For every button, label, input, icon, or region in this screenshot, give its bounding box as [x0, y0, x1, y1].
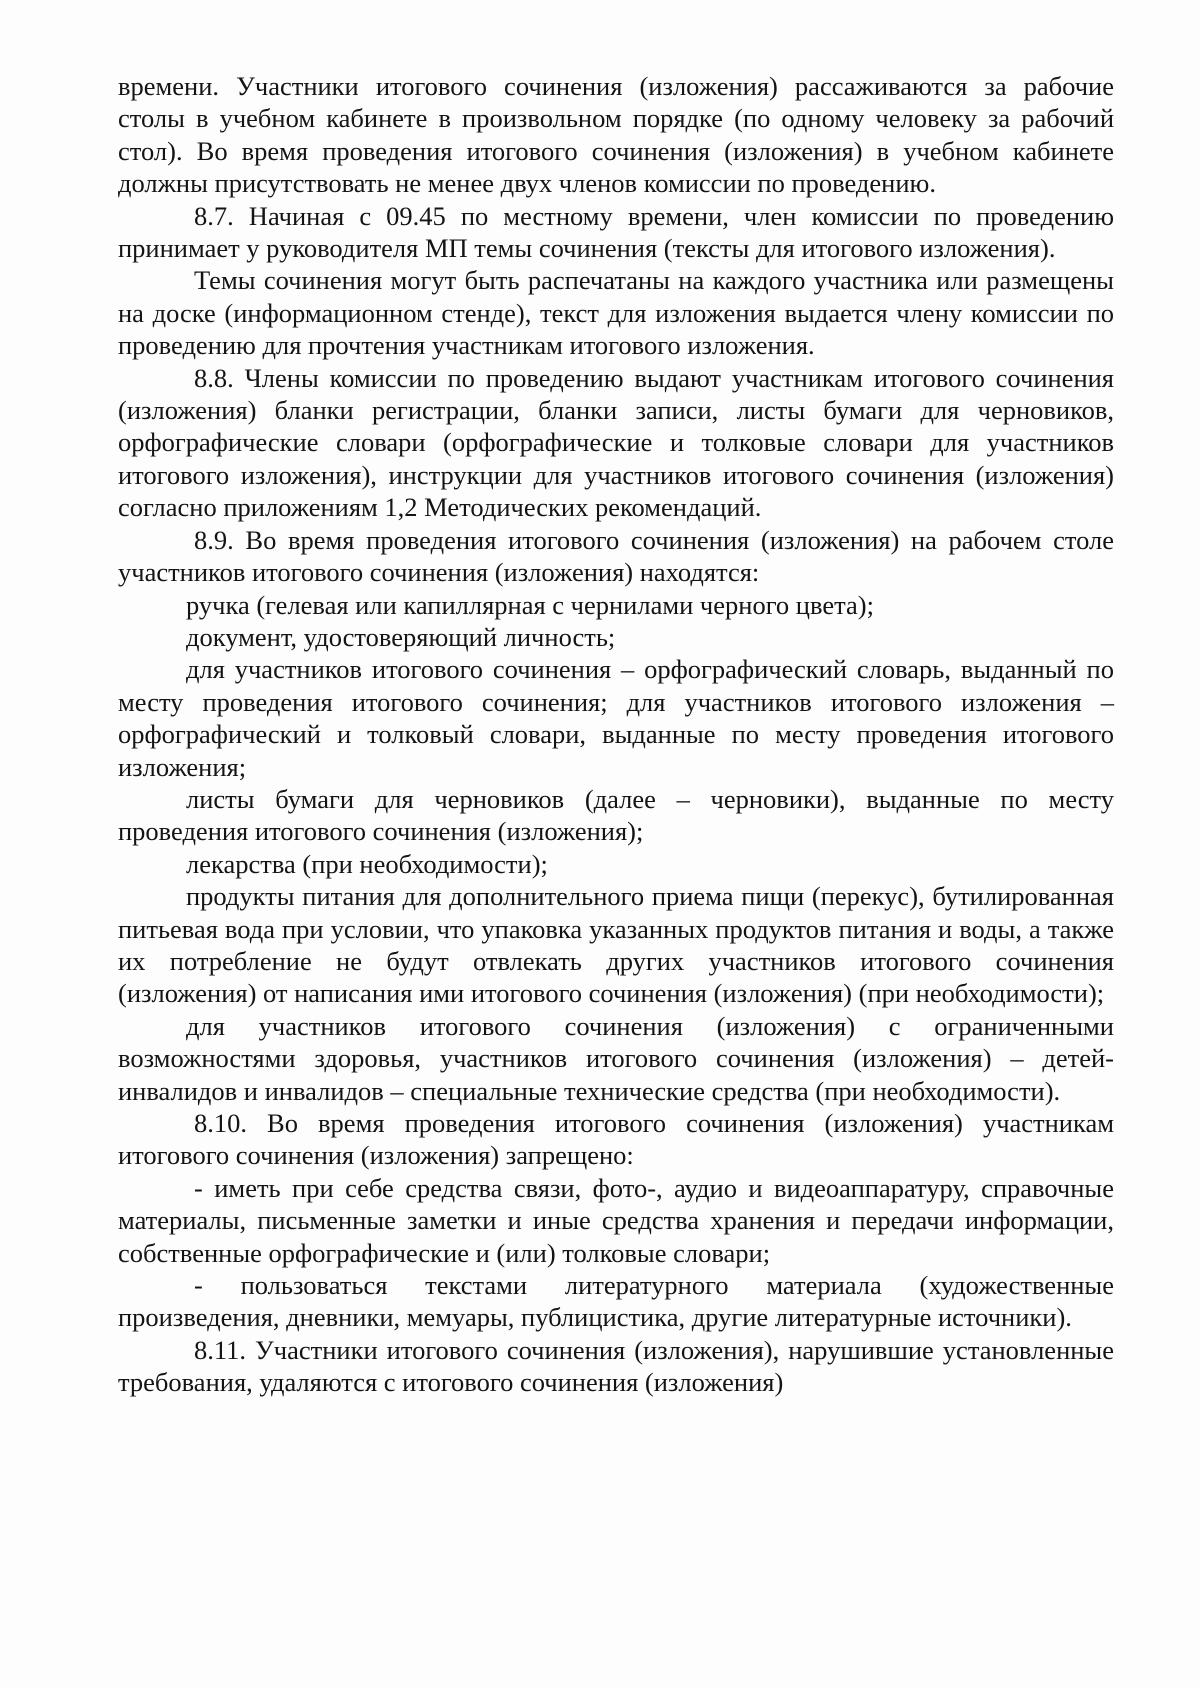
paragraph-8-9: 8.9. Во время проведения итогового сочинения (изложения) на рабочем столе участников итогового сочинения (изложения) находятся:: [118, 524, 1114, 588]
list-item-medicine: лекарства (при необходимости);: [186, 848, 548, 879]
list-item-prohibited-devices: - иметь при себе средства связи, фото-, аудио и видеоаппаратуру, справочные материалы, письменные заметки и иные средства хранения и передачи информации, собственные орфографические и (или) толковые словари;: [118, 1172, 1114, 1268]
list-item-id-document: документ, удостоверяющий личность;: [186, 621, 616, 652]
document-body: [118, 70, 1114, 1399]
list-item-special-means: для участников итогового сочинения (изложения) с ограниченными возможностями здоровья, участников итогового сочинения (изложения) – детей-инвалидов и инвалидов – специальные технические средства (при необходимости).: [118, 1010, 1114, 1106]
list-item-drafts: листы бумаги для черновиков (далее – черновики), выданные по месту проведения итогового сочинения (изложения);: [118, 783, 1114, 847]
paragraph-topics: Темы сочинения могут быть распечатаны на каждого участника или размещены на доске (информационном стенде), текст для изложения выдается члену комиссии по проведению для прочтения участникам итогового изложения.: [118, 265, 1114, 361]
paragraph-continuation: времени. Участники итогового сочинения (изложения) рассаживаются за рабочие столы в учебном кабинете в произвольном порядке (по одному человеку за рабочий стол). Во время проведения итогового сочинения (изложения) в учебном кабинете должны присутствовать не менее двух членов комиссии по проведению.: [118, 71, 1114, 199]
paragraph-8-11: 8.11. Участники итогового сочинения (изложения), нарушившие установленные требования, удаляются с итогового сочинения (изложения): [118, 1334, 1114, 1398]
list-item-pen: ручка (гелевая или капиллярная с чернилами черного цвета);: [186, 589, 874, 620]
list-item-dictionaries: для участников итогового сочинения – орфографический словарь, выданный по месту проведения итогового сочинения; для участников итогового изложения – орфографический и толковый словари, выданные по месту проведения итогового изложения;: [118, 654, 1114, 782]
list-item-food: продукты питания для дополнительного приема пищи (перекус), бутилированная питьевая вода при условии, что упаковка указанных продуктов питания и воды, а также их потребление не будут отвлекать других участников итогового сочинения (изложения) от написания ими итогового сочинения (изложения) (при необходимости);: [118, 881, 1114, 1009]
paragraph-8-7: 8.7. Начиная с 09.45 по местному времени, член комиссии по проведению принимает у руководителя МП темы сочинения (тексты для итогового изложения).: [118, 200, 1114, 264]
paragraph-8-10: 8.10. Во время проведения итогового сочинения (изложения) участникам итогового сочинения (изложения) запрещено:: [118, 1108, 1114, 1171]
list-item-prohibited-texts: - пользоваться текстами литературного материала (художественные произведения, дневники, мемуары, публицистика, другие литературные источники).: [118, 1270, 1114, 1333]
paragraph-8-8: 8.8. Члены комиссии по проведению выдают участникам итогового сочинения (изложения) бланки регистрации, бланки записи, листы бумаги для черновиков, орфографические словари (орфографические и толковые словари для участников итогового изложения), инструкции для участников итогового сочинения (изложения) согласно приложениям 1,2 Методических рекомендаций.: [118, 362, 1114, 523]
